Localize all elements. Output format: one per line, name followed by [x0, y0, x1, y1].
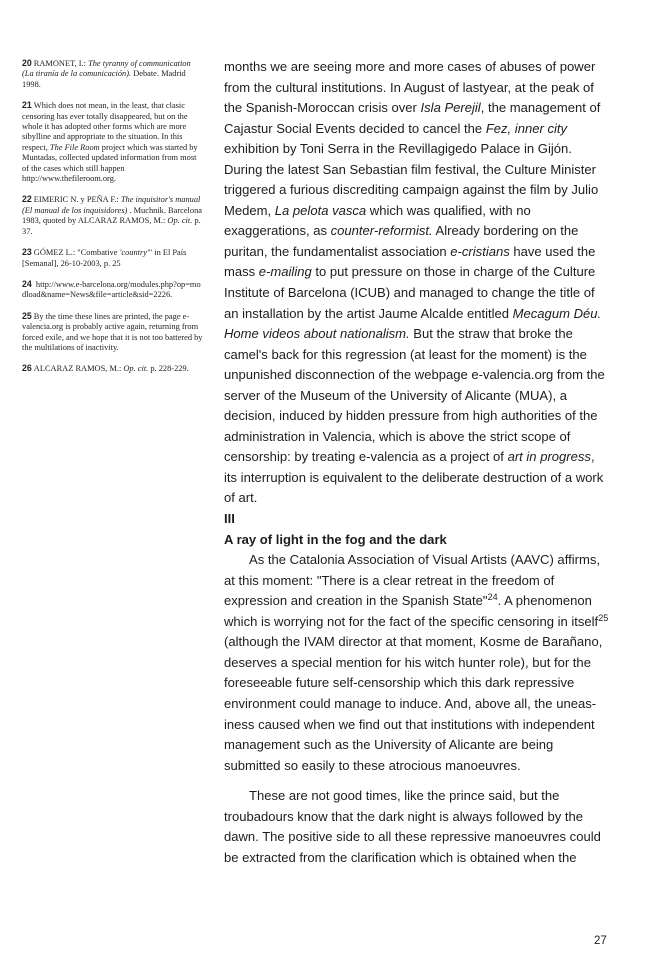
body-paragraph-3: These are not good times, like the prince said, but the troubadours know that the dark night is always followed by the dawn. The positive side to all these repressive manoeuvres could be extracted from the clarification which is obtained when the — [224, 788, 601, 865]
footnote-24: 24 http://www.e-barcelona.org/modules.php?op=modload&name=News&file=article&sid=2226. — [22, 278, 201, 300]
footnote-23: 23 GÓMEZ L.: "Combative 'country'" in El País [Semanal], 26-10-2003, p. 25 — [22, 247, 187, 268]
footnote-25: 25 By the time these lines are printed, the page e-valencia.org is probably active again, returning from forced exile, and we hope that it is not too battered by the multilations of inactivity. — [22, 310, 203, 352]
main-text-column — [224, 57, 609, 868]
body-paragraph-1: months we are seeing more and more cases of abuses of power from the cultural institutions. In August of lastyear, at the peak of the Spanish-Moroccan crisis over Isla Perejil, the management of Cajastur Social Events decided to cancel the Fez, inner city exhibition by Toni Serra in the Revillagigedo Palace in Gijón. During the latest San Sebastian film festival, the Culture Minister triggered a furious discrediting campaign against the film by Julio Medem, La pelota vasca which was qualified, with no exaggerations, as counter-reformist. Already bordering on the puritan, the fundamentalist association e-cristians have used the mass e-mailing to put pressure on those in charge of the Culture Institute of Barcelona (ICUB) and managed to change the title of an installation by the artist Jaume Alcalde entitled Mecagum Déu. Home videos about nationalism. But the straw that broke the camel's back for this regression (at least for the moment) is the unpunished disconnection of the webpage e-valencia.org from the server of the Museum of the University of Alicante (MUA), a decision, induced by hidden pressure from high authorities of the administration in Valencia, which is above the strict scope of censorship: by treating e-valencia as a project of art in progress, its interruption is equivalent to the deliberate destruction of a work of art. — [224, 59, 605, 506]
footnote-26: 26 ALCARAZ RAMOS, M.: Op. cit. p. 228-229. — [22, 363, 189, 374]
footnote-21: 21 Which does not mean, in the least, that clasic censoring has ever totally disappeared, but on the whole it has adopted other forms which are more sibylline and appropriate to the situation. In this respect, The File Room project which was started by Muntadas, collected updated information from most of the cases which still happen http://www.thefileroom.org. — [22, 100, 198, 184]
page-number: 27 — [594, 935, 607, 947]
body-paragraph-2: As the Catalonia Association of Visual Artists (AAVC) affirms, at this moment: "There is a clear retreat in the freedom of expression and creation in the Spanish State"$^{24}$. A phenomenon which is worrying not for the fact of the specific censoring in itself$^{25}$ (although the IVAM director at that moment, Kosme de Barañano, deserves a special mention for his witch hunter role), but for the foreseeable future self-censorship which this dark repressive environment could manage to induce. And, above all, the uneas-iness caused when we find out that institutions with independent management such as the University of Alicante are being submitted so easily to these atrocious manoeuvres. — [224, 552, 609, 773]
footnote-20: 20 RAMONET, I.: The tyranny of communication (La tiranía de la comunicación). Debate. Madrid 1998. — [22, 58, 191, 89]
section-heading: A ray of light in the fog and the dark — [224, 531, 447, 547]
footnotes-column — [22, 58, 204, 385]
footnote-ref-25[interactable]: 25 — [598, 612, 609, 623]
footnote-22: 22 EIMERIC N. y PEÑA F.: The inquisitor's manual (El manual de los inquisidores) . Muchnik. Barcelona 1983, quoted by ALCARAZ RAMOS, M.: Op. cit. p. 37. — [22, 194, 202, 236]
footnote-ref-24[interactable]: 24 — [487, 592, 498, 603]
section-number: III — [224, 511, 235, 527]
